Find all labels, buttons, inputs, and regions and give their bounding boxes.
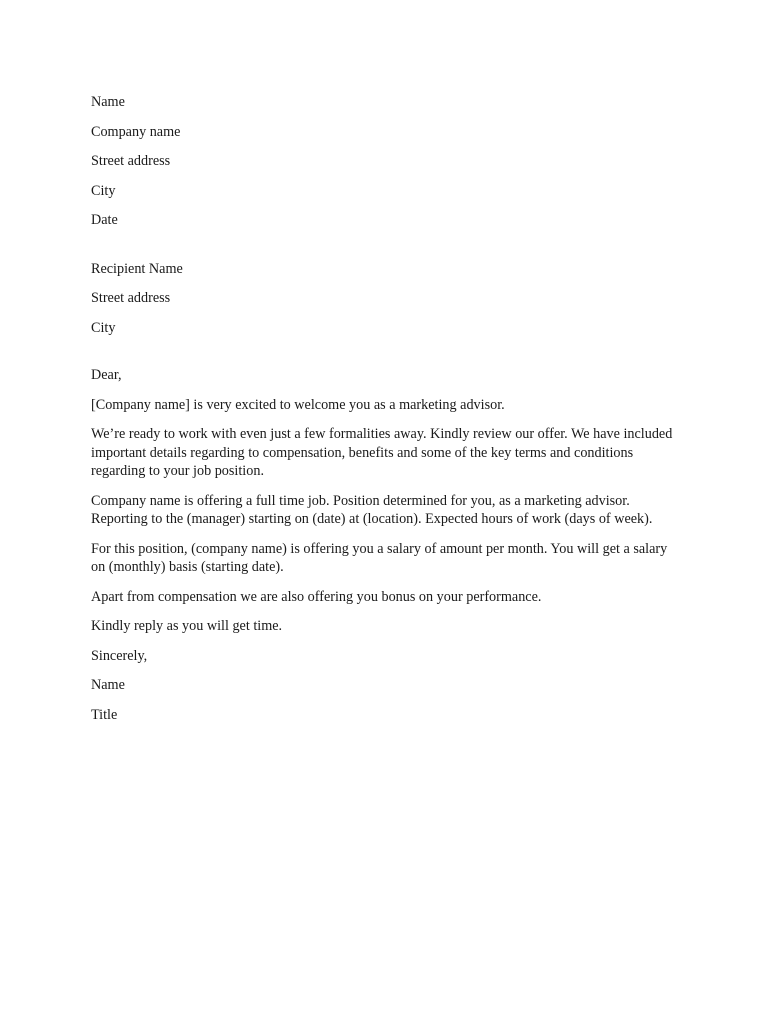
offer-paragraph: Company name is offering a full time job. Position determined for you, as a marketing advisor. Reporting to the (manager) starting on (date) at (location). Expected hours of work (days of week).	[91, 492, 653, 527]
recipient-city: City	[91, 319, 116, 336]
sender-name: Name	[91, 94, 125, 110]
spacer	[91, 348, 681, 366]
sender-street: Street address	[91, 153, 171, 169]
welcome-paragraph: [Company name] is very excited to welcome you as a marketing advisor.	[91, 396, 505, 413]
recipient-name: Recipient Name	[91, 260, 183, 277]
salutation: Dear,	[91, 367, 122, 383]
bonus-paragraph: Apart from compensation we are also offering you bonus on your performance.	[91, 588, 542, 605]
sender-company: Company name	[91, 123, 181, 140]
signoff: Sincerely,	[91, 647, 148, 664]
sender-city: City	[91, 182, 116, 199]
reply-paragraph: Kindly reply as you will get time.	[91, 618, 283, 634]
signature-title: Title	[91, 706, 118, 723]
letter-content	[91, 93, 681, 735]
intro-paragraph: We’re ready to work with even just a few formalities away. Kindly review our offer. We have included important details regarding to compensation, benefits and some of the key terms and conditions regarding to your job position.	[91, 426, 673, 479]
signature-name: Name	[91, 677, 125, 693]
salary-paragraph: For this position, (company name) is offering you a salary of amount per month. You will get a salary on (monthly) basis (starting date).	[91, 540, 668, 575]
letter-date: Date	[91, 212, 118, 228]
recipient-street: Street address	[91, 290, 171, 306]
spacer	[91, 241, 681, 260]
